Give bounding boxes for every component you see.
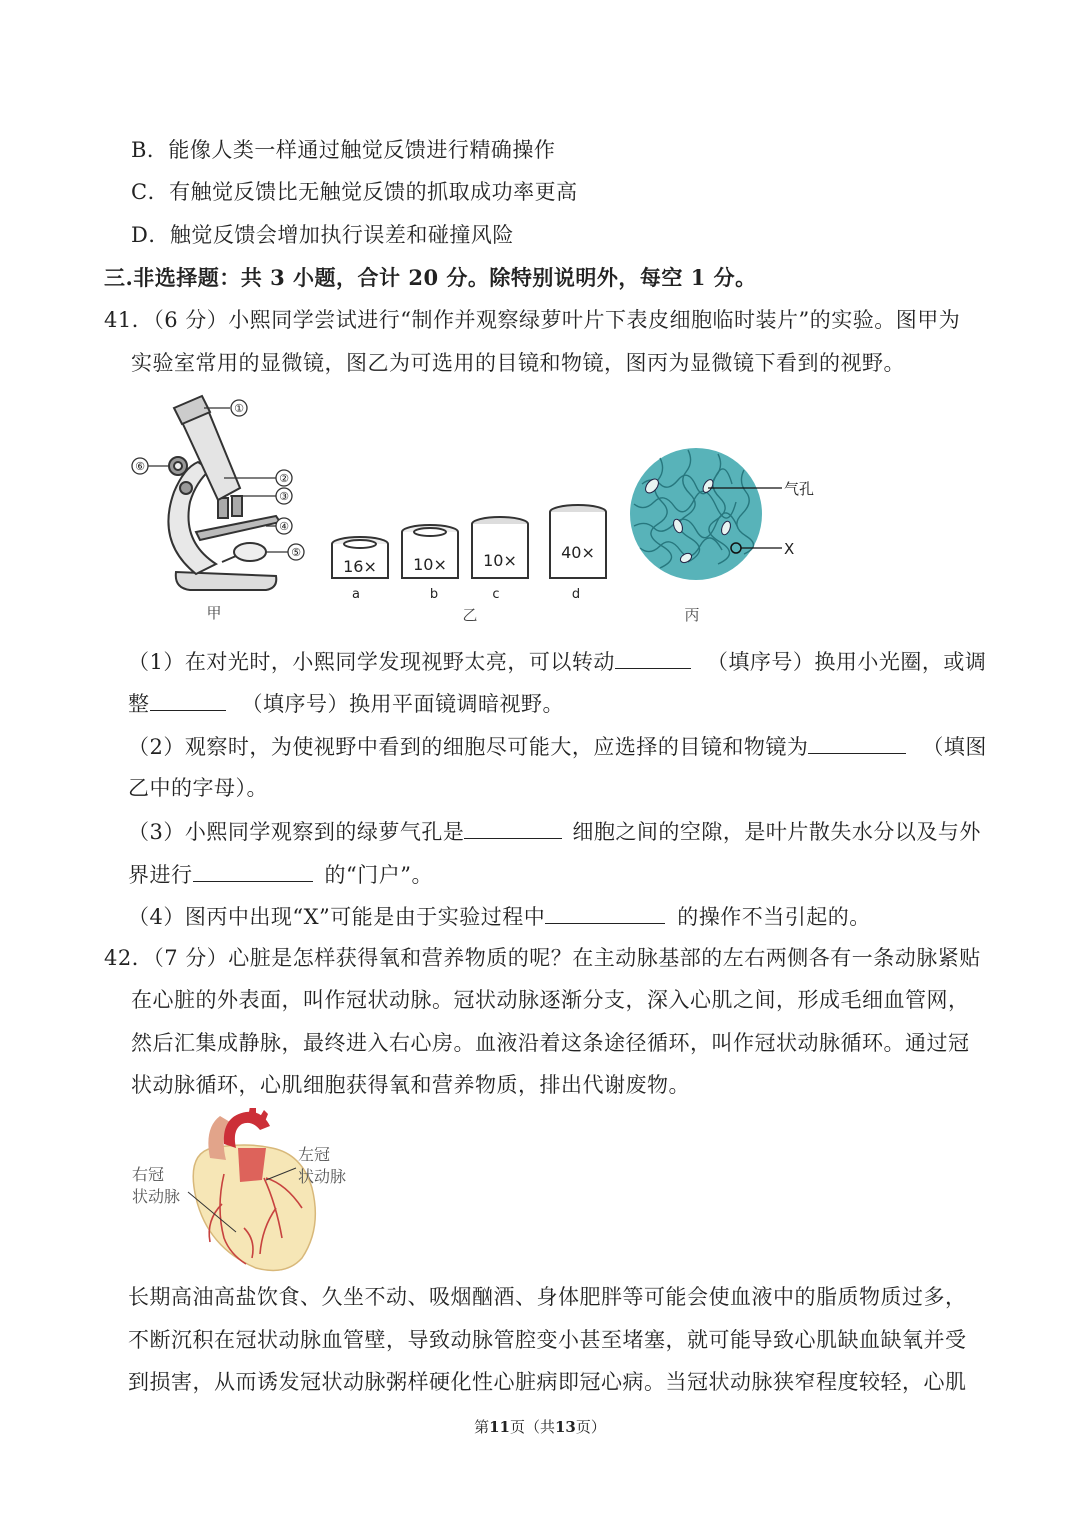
answer-blank-4[interactable]: [464, 816, 562, 839]
caption-jia: 甲: [206, 604, 222, 622]
option-d: D．触觉反馈会增加执行误差和碰撞风险: [131, 223, 514, 247]
lens-b-letter: b: [429, 587, 439, 602]
q41-sub1-line1: （1）在对光时，小熙同学发现视野太亮，可以转动 （填序号）换用小光圈，或调: [128, 646, 986, 676]
lens-d-mag: 40×: [561, 543, 595, 562]
q41-sub3-line2: 界进行 的“门户”。: [128, 859, 433, 889]
q42-after-line2: 不断沉积在冠状动脉血管壁，导致动脉管腔变小甚至堵塞，就可能导致心肌缺血缺氧并受: [128, 1328, 967, 1352]
q42-line3: 然后汇集成静脉，最终进入右心房。血液沿着这条途径循环，叫作冠状动脉循环。通过冠: [131, 1031, 970, 1055]
answer-blank-3[interactable]: [808, 731, 906, 754]
q41-figure: [126, 392, 846, 632]
q42-line1: 42．（7 分）心脏是怎样获得氧和营养物质的呢？在主动脉基部的左右两侧各有一条动脉紧贴: [104, 946, 981, 970]
lens-d: [550, 505, 606, 578]
lens-d-letter: d: [571, 587, 581, 602]
option-b: B．能像人类一样通过触觉反馈进行精确操作: [131, 138, 556, 162]
heart-figure: [126, 1108, 366, 1276]
q41-sub4: （4）图丙中出现“X”可能是由于实验过程中 的操作不当引起的。: [128, 901, 871, 931]
q41-sub2-line2: 乙中的字母）。: [128, 776, 268, 800]
label-stoma: 气孔: [784, 480, 815, 498]
label-left-coronary-2: 状动脉: [298, 1167, 347, 1186]
q41-sub3-line1: （3）小熙同学观察到的绿萝气孔是 细胞之间的空隙，是叶片散失水分以及与外: [128, 816, 981, 846]
answer-blank-6[interactable]: [545, 901, 665, 924]
lens-c-mag: 10×: [483, 551, 517, 570]
option-c: C．有触觉反馈比无触觉反馈的抓取成功率更高: [131, 180, 578, 204]
page-footer: 第11页（共13页）: [474, 1418, 606, 1436]
microscope-marker-1: ①: [234, 402, 244, 415]
microscope-marker-4: ④: [279, 520, 289, 533]
microscope-drawing: [168, 396, 280, 590]
q41-sub1-line2: 整 （填序号）换用平面镜调暗视野。: [128, 688, 564, 718]
q41-intro-line1: 41．（6 分）小熙同学尝试进行“制作并观察绿萝叶片下表皮细胞临时装片”的实验。图甲为: [104, 308, 961, 332]
caption-yi: 乙: [462, 606, 478, 624]
lens-c-letter: c: [492, 587, 500, 602]
section-heading: 三.非选择题：共 3 小题，合计 20 分。除特别说明外，每空 1 分。: [104, 265, 757, 290]
answer-blank-1[interactable]: [615, 646, 691, 669]
q42-line4: 状动脉循环，心肌细胞获得氧和营养物质，排出代谢废物。: [131, 1073, 690, 1097]
label-right-coronary-2: 状动脉: [132, 1187, 181, 1206]
q42-after-line3: 到损害，从而诱发冠状动脉粥样硬化性心脏病即冠心病。当冠状动脉狭窄程度较轻，心肌: [128, 1370, 967, 1394]
label-x: X: [784, 540, 795, 558]
page-number: 11: [489, 1418, 510, 1436]
page-total: 13: [555, 1418, 576, 1436]
microscope-marker-2: ②: [279, 472, 289, 485]
q42-after-line1: 长期高油高盐饮食、久坐不动、吸烟酗酒、身体肥胖等可能会使血液中的脂质物质过多，: [128, 1285, 967, 1309]
q41-intro-line2: 实验室常用的显微镜，图乙为可选用的目镜和物镜，图丙为显微镜下看到的视野。: [131, 351, 905, 375]
lens-a-mag: 16×: [343, 557, 377, 576]
lens-a-letter: a: [352, 587, 360, 602]
lens-b-mag: 10×: [413, 555, 447, 574]
q41-sub2-line1: （2）观察时，为使视野中看到的细胞尽可能大，应选择的目镜和物镜为 （填图: [128, 731, 987, 761]
microscope-marker-3: ③: [279, 490, 289, 503]
label-left-coronary-1: 左冠: [298, 1145, 331, 1164]
answer-blank-5[interactable]: [193, 859, 313, 882]
field-of-view: [630, 448, 782, 580]
microscope-marker-6: ⑥: [135, 460, 145, 473]
microscope-marker-5: ⑤: [291, 546, 301, 559]
answer-blank-2[interactable]: [150, 688, 226, 711]
label-right-coronary-1: 右冠: [132, 1165, 165, 1184]
caption-bing: 丙: [684, 606, 700, 624]
q42-line2: 在心脏的外表面，叫作冠状动脉。冠状动脉逐渐分支，深入心肌之间，形成毛细血管网，: [131, 988, 970, 1012]
